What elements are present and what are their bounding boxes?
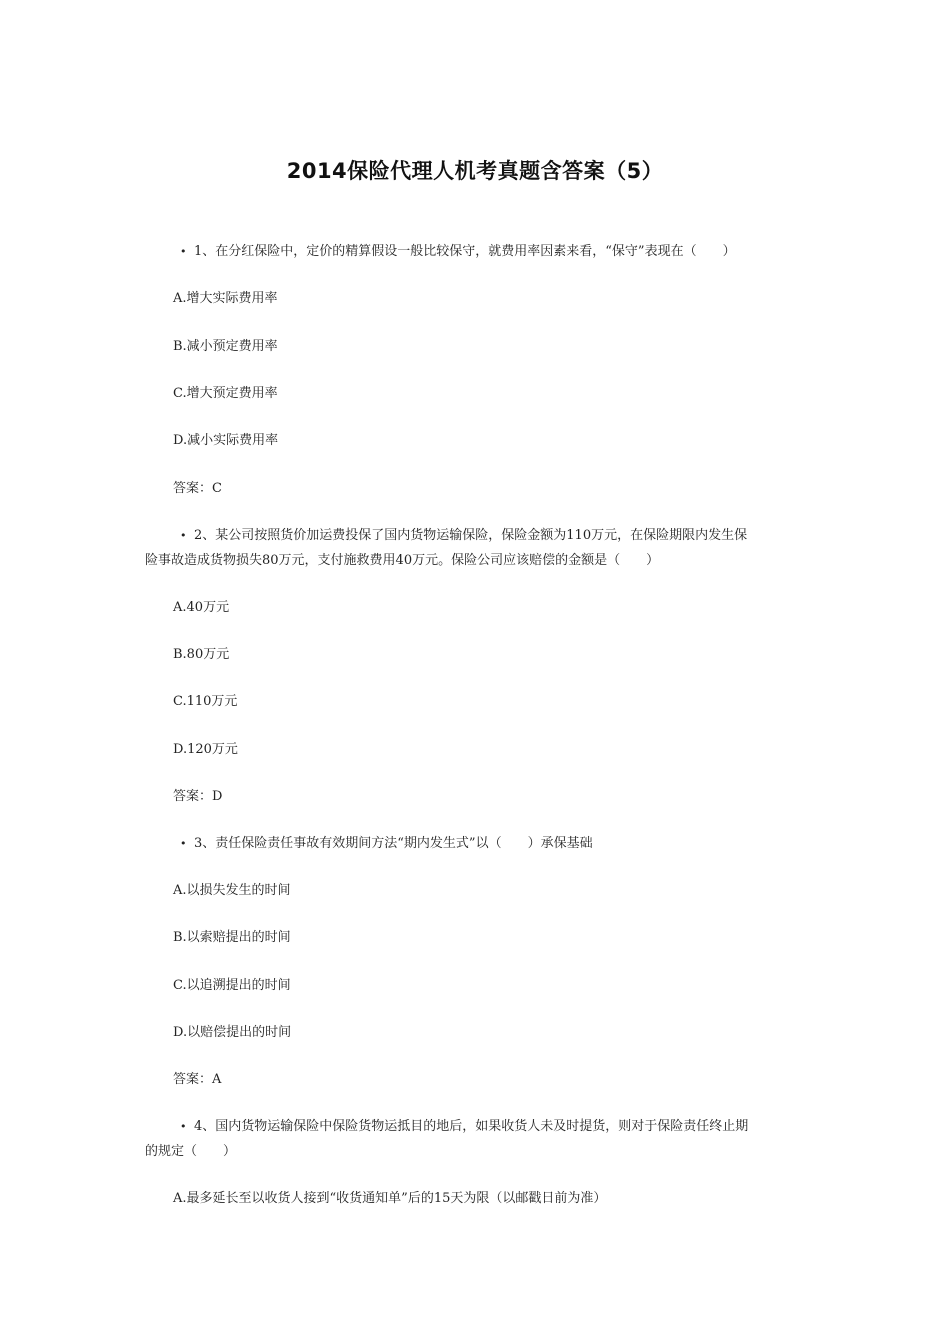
question-2-option-c: C.110万元 [173,694,238,709]
question-4-line-2: 的规定（ ） [145,1144,237,1159]
question-3-option-d: D.以赔偿提出的时间 [173,1025,292,1040]
question-3-option-c: C.以追溯提出的时间 [173,978,291,993]
bullet-icon: • [180,837,187,850]
question-1-line-1 [180,243,736,261]
question-text: 3、责任保险责任事故有效期间方法“期内发生式”以（ ）承保基础 [194,836,593,851]
question-4-line-1 [180,1118,748,1136]
question-2-line-1 [180,527,747,545]
bullet-icon: • [180,1120,187,1133]
question-1-answer: 答案：C [173,481,222,496]
question-1-option-d: D.减小实际费用率 [173,433,279,448]
bullet-icon: • [180,529,187,542]
question-3-answer: 答案：A [173,1072,222,1087]
bullet-icon: • [180,245,187,258]
question-3-option-a: A.以损失发生的时间 [173,883,291,898]
question-3-option-b: B.以索赔提出的时间 [173,930,291,945]
question-1-option-b: B.减小预定费用率 [173,339,278,354]
question-text: 1、在分红保险中，定价的精算假设一般比较保守，就费用率因素来看，“保守”表现在（ ） [194,244,736,259]
question-2-line-2: 险事故造成货物损失80万元，支付施救费用40万元。保险公司应该赔偿的金额是（ ） [145,553,660,568]
question-text: 2、某公司按照货价加运费投保了国内货物运输保险，保险金额为110万元，在保险期限内发生保 [194,528,748,543]
question-2-option-d: D.120万元 [173,742,238,757]
question-4-option-a: A.最多延长至以收货人接到“收货通知单”后的15天为限（以邮戳日前为准） [173,1191,607,1206]
question-2-option-b: B.80万元 [173,647,230,662]
document-title: 2014保险代理人机考真题含答案（5） [286,159,664,183]
question-text: 4、国内货物运输保险中保险货物运抵目的地后，如果收货人未及时提货，则对于保险责任终止期 [194,1119,749,1134]
question-2-option-a: A.40万元 [173,600,230,615]
question-2-answer: 答案：D [173,789,223,804]
question-1-option-a: A.增大实际费用率 [173,291,278,306]
question-3-line-1 [180,835,593,853]
question-1-option-c: C.增大预定费用率 [173,386,278,401]
